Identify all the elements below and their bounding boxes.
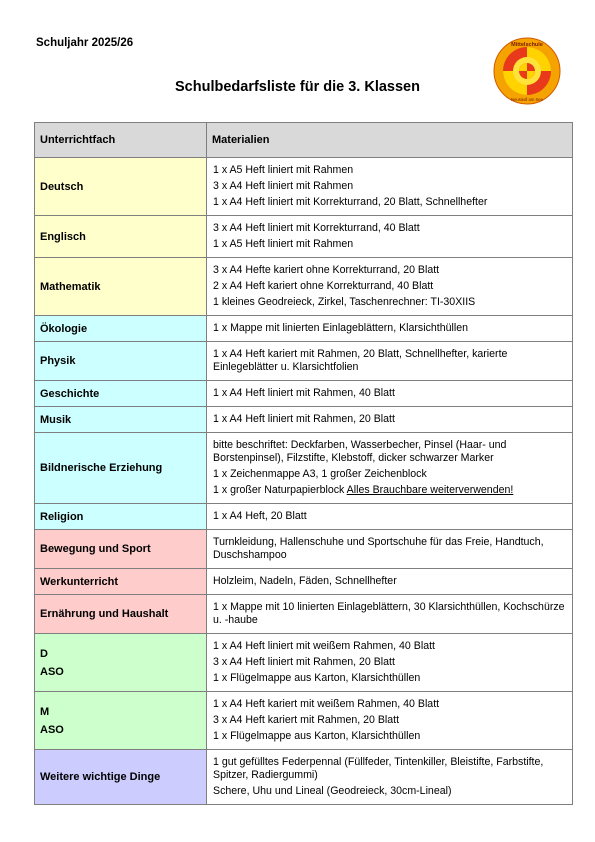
- material-item: [213, 756, 567, 782]
- material-item: [213, 601, 567, 627]
- table-row: [35, 750, 573, 805]
- subject-cell: [35, 258, 207, 316]
- material-item: [213, 575, 567, 588]
- subject-label: Ökologie: [40, 322, 88, 335]
- page-title: Schulbedarfsliste für die 3. Klassen: [175, 79, 420, 95]
- subject-label: Physik: [40, 355, 76, 367]
- table-row: [35, 258, 573, 316]
- table-row: [35, 530, 573, 569]
- material-item: [213, 730, 567, 743]
- material-text: 1 x großer Naturpapierblock: [213, 484, 345, 496]
- subject-label: Mathematik: [40, 280, 101, 293]
- material-item: [213, 640, 567, 653]
- subject-label: Englisch: [40, 230, 86, 243]
- subject-label: Geschichte: [40, 387, 100, 400]
- material-item: [213, 714, 567, 727]
- subject-cell: [35, 316, 207, 342]
- material-item: [213, 164, 567, 177]
- material-text: 1 x A4 Heft kariert mit Rahmen, 20 Blatt, Schnellhefter, karierte Einlegeblätter u. Klarsichtfolien: [213, 348, 508, 373]
- subject-cell: [35, 504, 207, 530]
- material-text: 3 x A4 Heft liniert mit Korrekturrand, 40 Blatt: [213, 222, 420, 234]
- materials-cell: [207, 316, 573, 342]
- material-text: 1 x Zeichenmappe A3, 1 großer Zeichenblock: [213, 468, 427, 480]
- subject-column-header: Unterrichtfach: [35, 123, 207, 158]
- material-text: 3 x A4 Heft liniert mit Rahmen: [213, 180, 354, 192]
- materials-cell: [207, 595, 573, 634]
- materials-cell: [207, 692, 573, 750]
- material-item: [213, 322, 567, 335]
- materials-cell: [207, 433, 573, 504]
- material-item: [213, 510, 567, 523]
- materials-cell: [207, 407, 573, 433]
- table-row: [35, 216, 573, 258]
- school-year: Schuljahr 2025/26: [36, 37, 134, 49]
- table-row: [35, 634, 573, 692]
- svg-text:Mittelschule: Mittelschule: [511, 42, 543, 48]
- subject-label: Werkunterricht: [40, 575, 119, 588]
- material-item: [213, 387, 567, 400]
- table-row: [35, 158, 573, 216]
- material-item: [213, 536, 567, 562]
- subject-cell: [35, 750, 207, 805]
- material-item: [213, 698, 567, 711]
- material-text: bitte beschriftet: Deckfarben, Wasserbecher, Pinsel (Haar- und Borstenpinsel), Filzstifte, Klebstoff, dicker schwarzer Marker: [213, 439, 507, 464]
- material-text: 3 x A4 Heft liniert mit Rahmen, 20 Blatt: [213, 656, 395, 668]
- table-header-row: [35, 123, 573, 158]
- subject-cell: [35, 158, 207, 216]
- material-text: 1 gut gefülltes Federpennal (Füllfeder, Tintenkiller, Bleistifte, Farbstifte, Spitzer, Radiergummi): [213, 756, 544, 781]
- subject-cell: [35, 407, 207, 433]
- subject-label: Musik: [40, 413, 72, 426]
- subject-cell: [35, 216, 207, 258]
- reuse-note: Alles Brauchbare weiterverwenden!: [346, 484, 514, 496]
- table-row: [35, 433, 573, 504]
- materials-cell: [207, 258, 573, 316]
- material-text: 1 x Flügelmappe aus Karton, Klarsichthüllen: [213, 730, 421, 742]
- table-row: [35, 381, 573, 407]
- table-row: [35, 407, 573, 433]
- material-item: [213, 672, 567, 685]
- materials-cell: [207, 569, 573, 595]
- subject-cell: [35, 530, 207, 569]
- materials-cell: [207, 342, 573, 381]
- material-item: [213, 484, 567, 497]
- svg-text:Neusiedl am See: Neusiedl am See: [511, 97, 543, 102]
- subject-cell: [35, 433, 207, 504]
- subject-label: Bildnerische Erziehung: [40, 462, 163, 474]
- table-row: [35, 569, 573, 595]
- material-item: [213, 196, 567, 209]
- table-row: [35, 504, 573, 530]
- supply-table: [34, 122, 573, 805]
- material-item: [213, 264, 567, 277]
- materials-cell: [207, 530, 573, 569]
- material-text: 1 x A5 Heft liniert mit Rahmen: [213, 238, 354, 250]
- materials-cell: [207, 216, 573, 258]
- material-item: [213, 280, 567, 293]
- material-text: Holzleim, Nadeln, Fäden, Schnellhefter: [213, 575, 397, 587]
- material-text: 1 kleines Geodreieck, Zirkel, Taschenrechner: TI-30XIIS: [213, 296, 476, 308]
- material-text: 1 x A4 Heft liniert mit Rahmen, 20 Blatt: [213, 413, 395, 425]
- subject-label: Ernährung und Haushalt: [40, 608, 169, 620]
- materials-cell: [207, 750, 573, 805]
- materials-cell: [207, 158, 573, 216]
- material-item: [213, 468, 567, 481]
- material-item: [213, 439, 567, 465]
- table-row: [35, 342, 573, 381]
- subject-cell: [35, 342, 207, 381]
- materials-cell: [207, 634, 573, 692]
- subject-label: Deutsch: [40, 180, 84, 193]
- material-item: [213, 180, 567, 193]
- table-row: [35, 595, 573, 634]
- subject-label: ASO: [40, 723, 64, 736]
- materials-column-header: Materialien: [207, 123, 573, 158]
- subject-label: Weitere wichtige Dinge: [40, 771, 161, 783]
- table-row: [35, 316, 573, 342]
- materials-cell: [207, 504, 573, 530]
- material-text: Turnkleidung, Hallenschuhe und Sportschuhe für das Freie, Handtuch, Duschshampoo: [213, 536, 544, 561]
- material-text: Schere, Uhu und Lineal (Geodreieck, 30cm-Lineal): [213, 785, 452, 797]
- subject-label: Religion: [40, 510, 84, 523]
- material-text: 1 x A4 Heft, 20 Blatt: [213, 510, 307, 522]
- material-text: 1 x A4 Heft liniert mit weißem Rahmen, 40 Blatt: [213, 640, 435, 652]
- subject-cell: [35, 634, 207, 692]
- material-text: 1 x Mappe mit linierten Einlageblättern, Klarsichthüllen: [213, 322, 468, 334]
- material-text: 1 x A4 Heft liniert mit Korrekturrand, 20 Blatt, Schnellhefter: [213, 196, 488, 208]
- material-text: 1 x Flügelmappe aus Karton, Klarsichthüllen: [213, 672, 421, 684]
- subject-cell: [35, 381, 207, 407]
- subject-cell: [35, 569, 207, 595]
- material-item: [213, 785, 567, 798]
- material-text: 1 x A4 Heft liniert mit Rahmen, 40 Blatt: [213, 387, 395, 399]
- material-item: [213, 413, 567, 426]
- material-item: [213, 238, 567, 251]
- material-text: 1 x Mappe mit 10 linierten Einlageblättern, 30 Klarsichthüllen, Kochschürze u. -haube: [213, 601, 565, 626]
- subject-label: Bewegung und Sport: [40, 543, 151, 555]
- subject-cell: [35, 692, 207, 750]
- subject-label: D: [40, 647, 48, 660]
- material-text: 2 x A4 Heft kariert ohne Korrekturrand, 40 Blatt: [213, 280, 434, 292]
- table-row: [35, 692, 573, 750]
- material-item: [213, 222, 567, 235]
- subject-label: ASO: [40, 665, 64, 678]
- material-item: [213, 348, 567, 374]
- materials-cell: [207, 381, 573, 407]
- material-text: 3 x A4 Heft kariert mit Rahmen, 20 Blatt: [213, 714, 400, 726]
- material-text: 1 x A4 Heft kariert mit weißem Rahmen, 40 Blatt: [213, 698, 440, 710]
- material-item: [213, 656, 567, 669]
- material-text: 3 x A4 Hefte kariert ohne Korrekturrand, 20 Blatt: [213, 264, 440, 276]
- material-item: [213, 296, 567, 309]
- subject-label: M: [40, 705, 50, 718]
- subject-cell: [35, 595, 207, 634]
- material-text: 1 x A5 Heft liniert mit Rahmen: [213, 164, 354, 176]
